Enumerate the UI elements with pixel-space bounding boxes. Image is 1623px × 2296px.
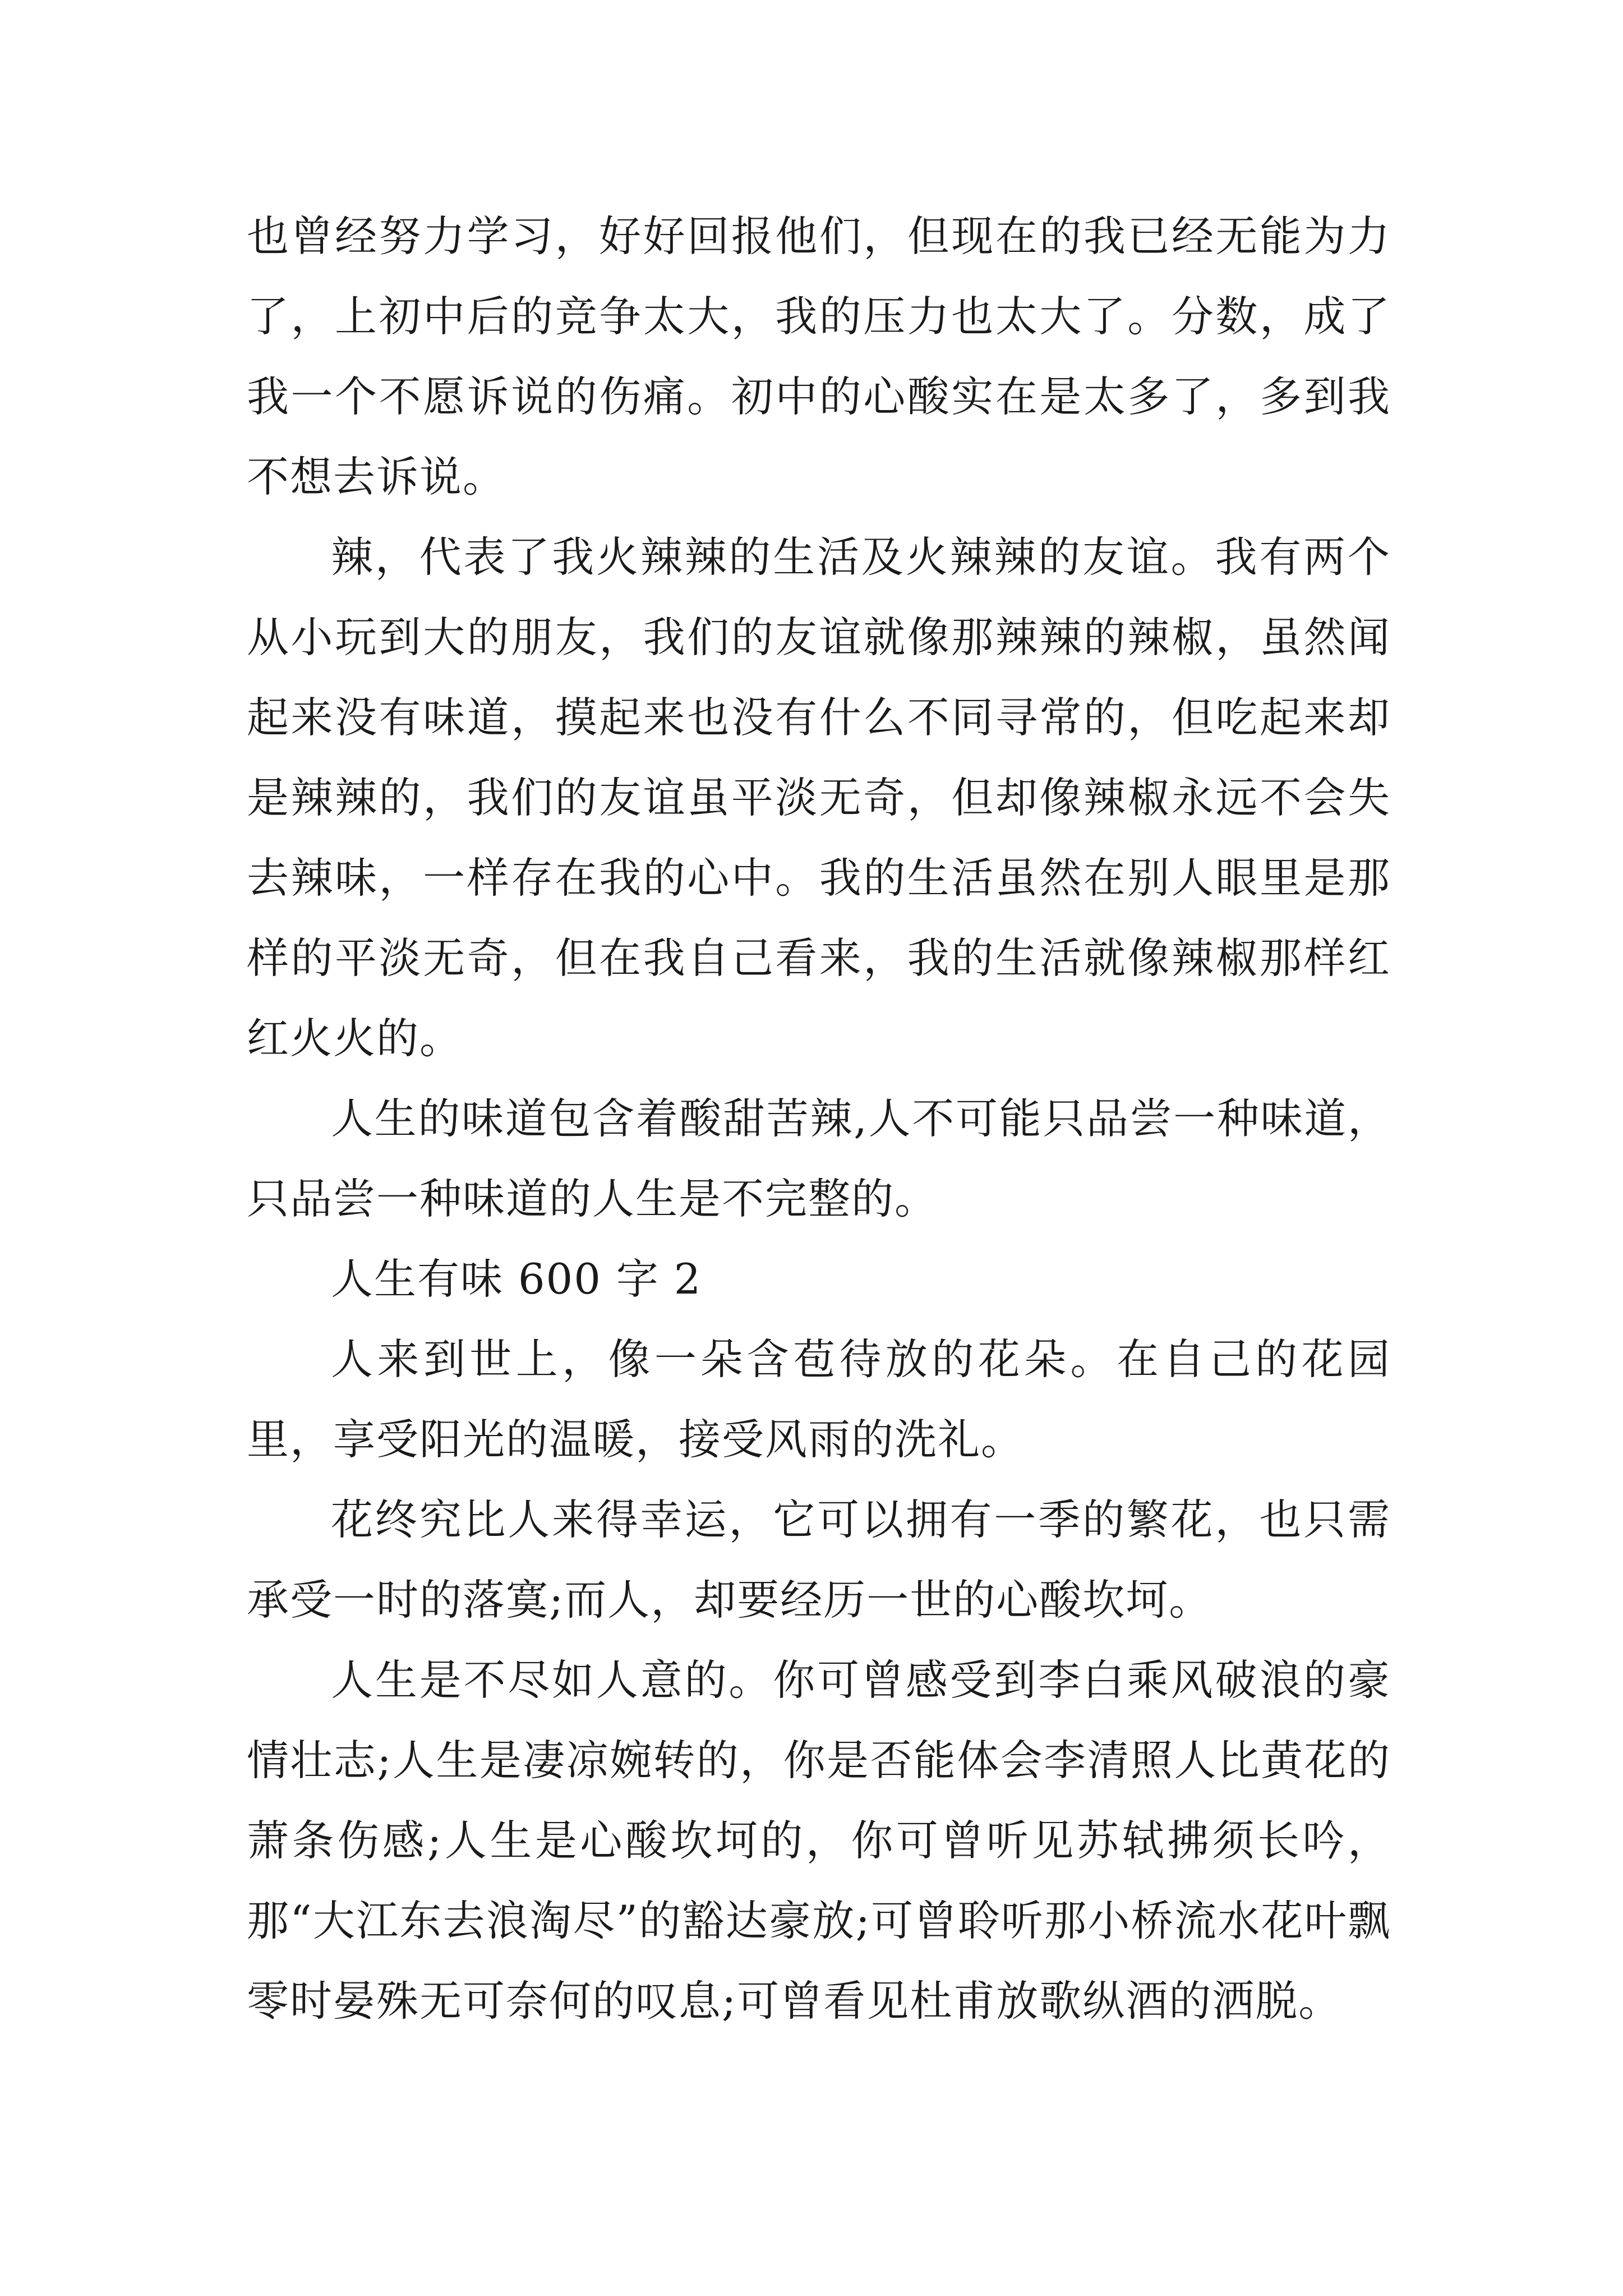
paragraph-6: 花终究比人来得幸运，它可以拥有一季的繁花，也只需承受一时的落寞;而人，却要经历一世的心酸坎坷。	[247, 1495, 1391, 1625]
paragraph-5: 人来到世上，像一朵含苞待放的花朵。在自己的花园里，享受阳光的温暖，接受风雨的洗礼。	[247, 1335, 1391, 1464]
paragraph-7: 人生是不尽如人意的。你可曾感受到李白乘风破浪的豪情壮志;人生是凄凉婉转的，你是否能体会李清照人比黄花的萧条伤感;人生是心酸坎坷的，你可曾听见苏轼拂须长吟，那“大江东去浪淘尽”的豁达豪放;可曾聆听那小桥流水花叶飘零时晏殊无可奈何的叹息;可曾看见杜甫放歌纵酒的洒脱。	[247, 1655, 1391, 2026]
section-heading: 人生有味 600 字 2	[331, 1254, 702, 1304]
paragraph-2: 辣，代表了我火辣辣的生活及火辣辣的友谊。我有两个从小玩到大的朋友，我们的友谊就像那辣辣的辣椒，虽然闻起来没有味道，摸起来也没有什么不同寻常的，但吃起来却是辣辣的，我们的友谊虽平淡无奇，但却像辣椒永远不会失去辣味，一样存在我的心中。我的生活虽然在别人眼里是那样的平淡无奇，但在我自己看来，我的生活就像辣椒那样红红火火的。	[247, 532, 1391, 1063]
document-body	[247, 196, 1391, 2041]
paragraph-1: 也曾经努力学习，好好回报他们，但现在的我已经无能为力了，上初中后的竞争太大，我的压力也太大了。分数，成了我一个不愿诉说的伤痛。初中的心酸实在是太多了，多到我不想去诉说。	[247, 211, 1391, 501]
paragraph-3: 人生的味道包含着酸甜苦辣,人不可能只品尝一种味道，只品尝一种味道的人生是不完整的。	[247, 1094, 1391, 1223]
